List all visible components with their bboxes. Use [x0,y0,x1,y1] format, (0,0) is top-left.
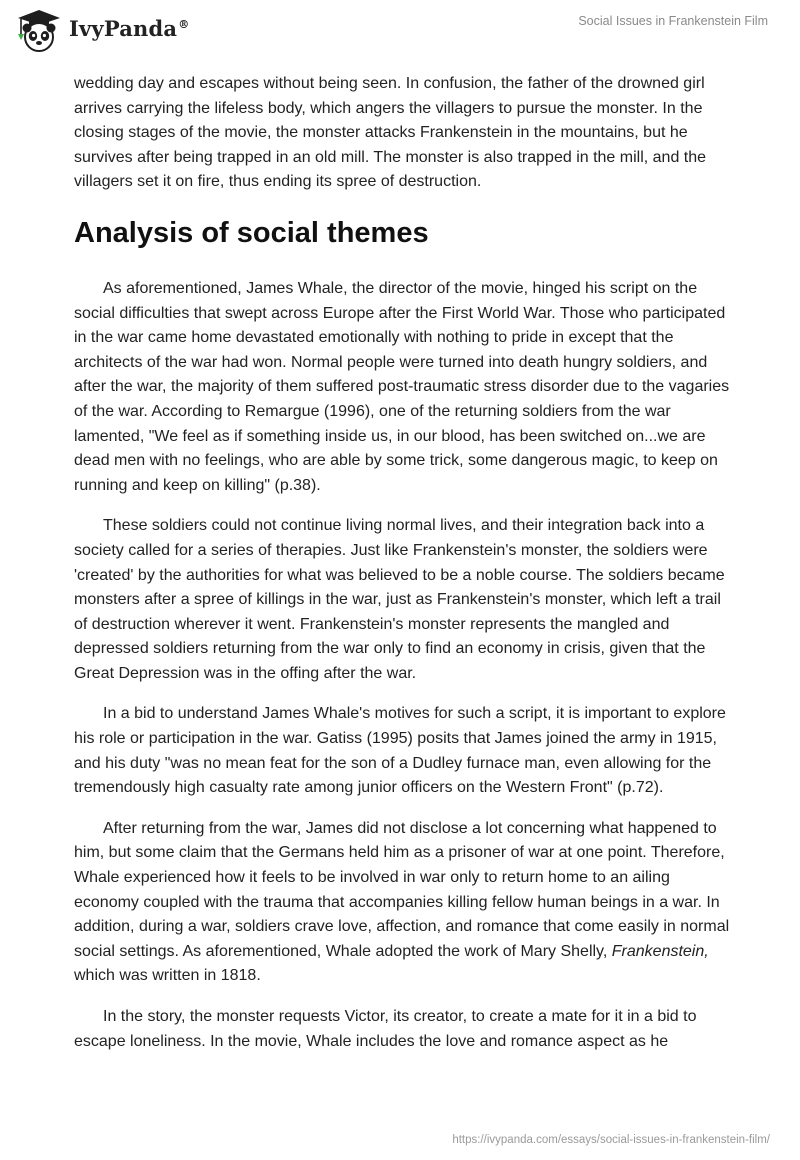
paragraph-3: In a bid to understand James Whale's motives for such a script, it is important to explore his role or participation in the war. Gatiss (1995) posits that James joined the army in 1915, and his duty "was no mean feat for the son of a Dudley furnace man, even allowing for the tremendously high casualty rate among junior officers on the Western Front" (p.72). [74,705,726,797]
paragraph-2: These soldiers could not continue living normal lives, and their integration back into a society called for a series of therapies. Just like Frankenstein's monster, the soldiers were 'created' by the authorities for what was believed to be a noble course. The soldiers became monsters after a spree of killings in the war, just as Frankenstein's monster, which left a trail of destruction wherever it went. Frankenstein's monster represents the mangled and depressed soldiers returning from the war only to find an economy in crisis, given that the Great Depression was in the offing after the war. [74,517,725,682]
source-url[interactable]: https://ivypanda.com/essays/social-issues-in-frankenstein-film/ [452,1134,770,1146]
intro-paragraph: wedding day and escapes without being seen. In confusion, the father of the drowned girl arrives carrying the lifeless body, which angers the villagers to pursue the monster. In the closing stages of the movie, the monster attacks Frankenstein in the mountains, but he survives after being trapped in an old mill. The monster is also trapped in the mill, and the villagers set it on fire, thus ending its spree of destruction. [74,75,707,191]
essay-content [74,72,734,1070]
book-title: Frankenstein, [611,942,709,960]
paragraph-5: In the story, the monster requests Victor, its creator, to create a mate for it in a bid to escape loneliness. In the movie, Whale includes the love and romance aspect as he [74,1008,697,1050]
header-page-title: Social Issues in Frankenstein Film [578,14,768,28]
page-header [0,0,800,70]
logo-text: IvyPanda® [69,15,190,41]
ivypanda-logo[interactable] [14,8,189,52]
panda-graduate-icon [14,8,64,52]
paragraph-1: As aforementioned, James Whale, the director of the movie, hinged his script on the social difficulties that swept across Europe after the First World War. Those who participated in the war came home devastated emotionally with nothing to pride in except that the architects of the war had won. Normal people were turned into death hungry soldiers, and after the war, the majority of them suffered post-traumatic stress disorder due to the vagaries of the war. According to Remargue (1996), one of the returning soldiers from the war lamented, "We feel as if something inside us, in our blood, has been switched on...we are dead men with no feelings, who are able by some trick, some dangerous magic, to keep on running and keep on killing" (p.38). [74,279,730,494]
paragraph-4: After returning from the war, James did not disclose a lot concerning what happened to him, but some claim that the Germans held him as a prisoner of war at one point. Therefore, Whale experienced how it feels to be involved in war only to return home to an ailing economy coupled with the trauma that accompanies killing fellow human beings in a war. In addition, during a war, soldiers crave love, affection, and romance that come easily in normal social settings. As aforementioned, Whale adopted the work of Mary Shelly, Frankenstein, which was written in 1818. [74,819,730,985]
section-heading: Analysis of social themes [74,216,429,249]
